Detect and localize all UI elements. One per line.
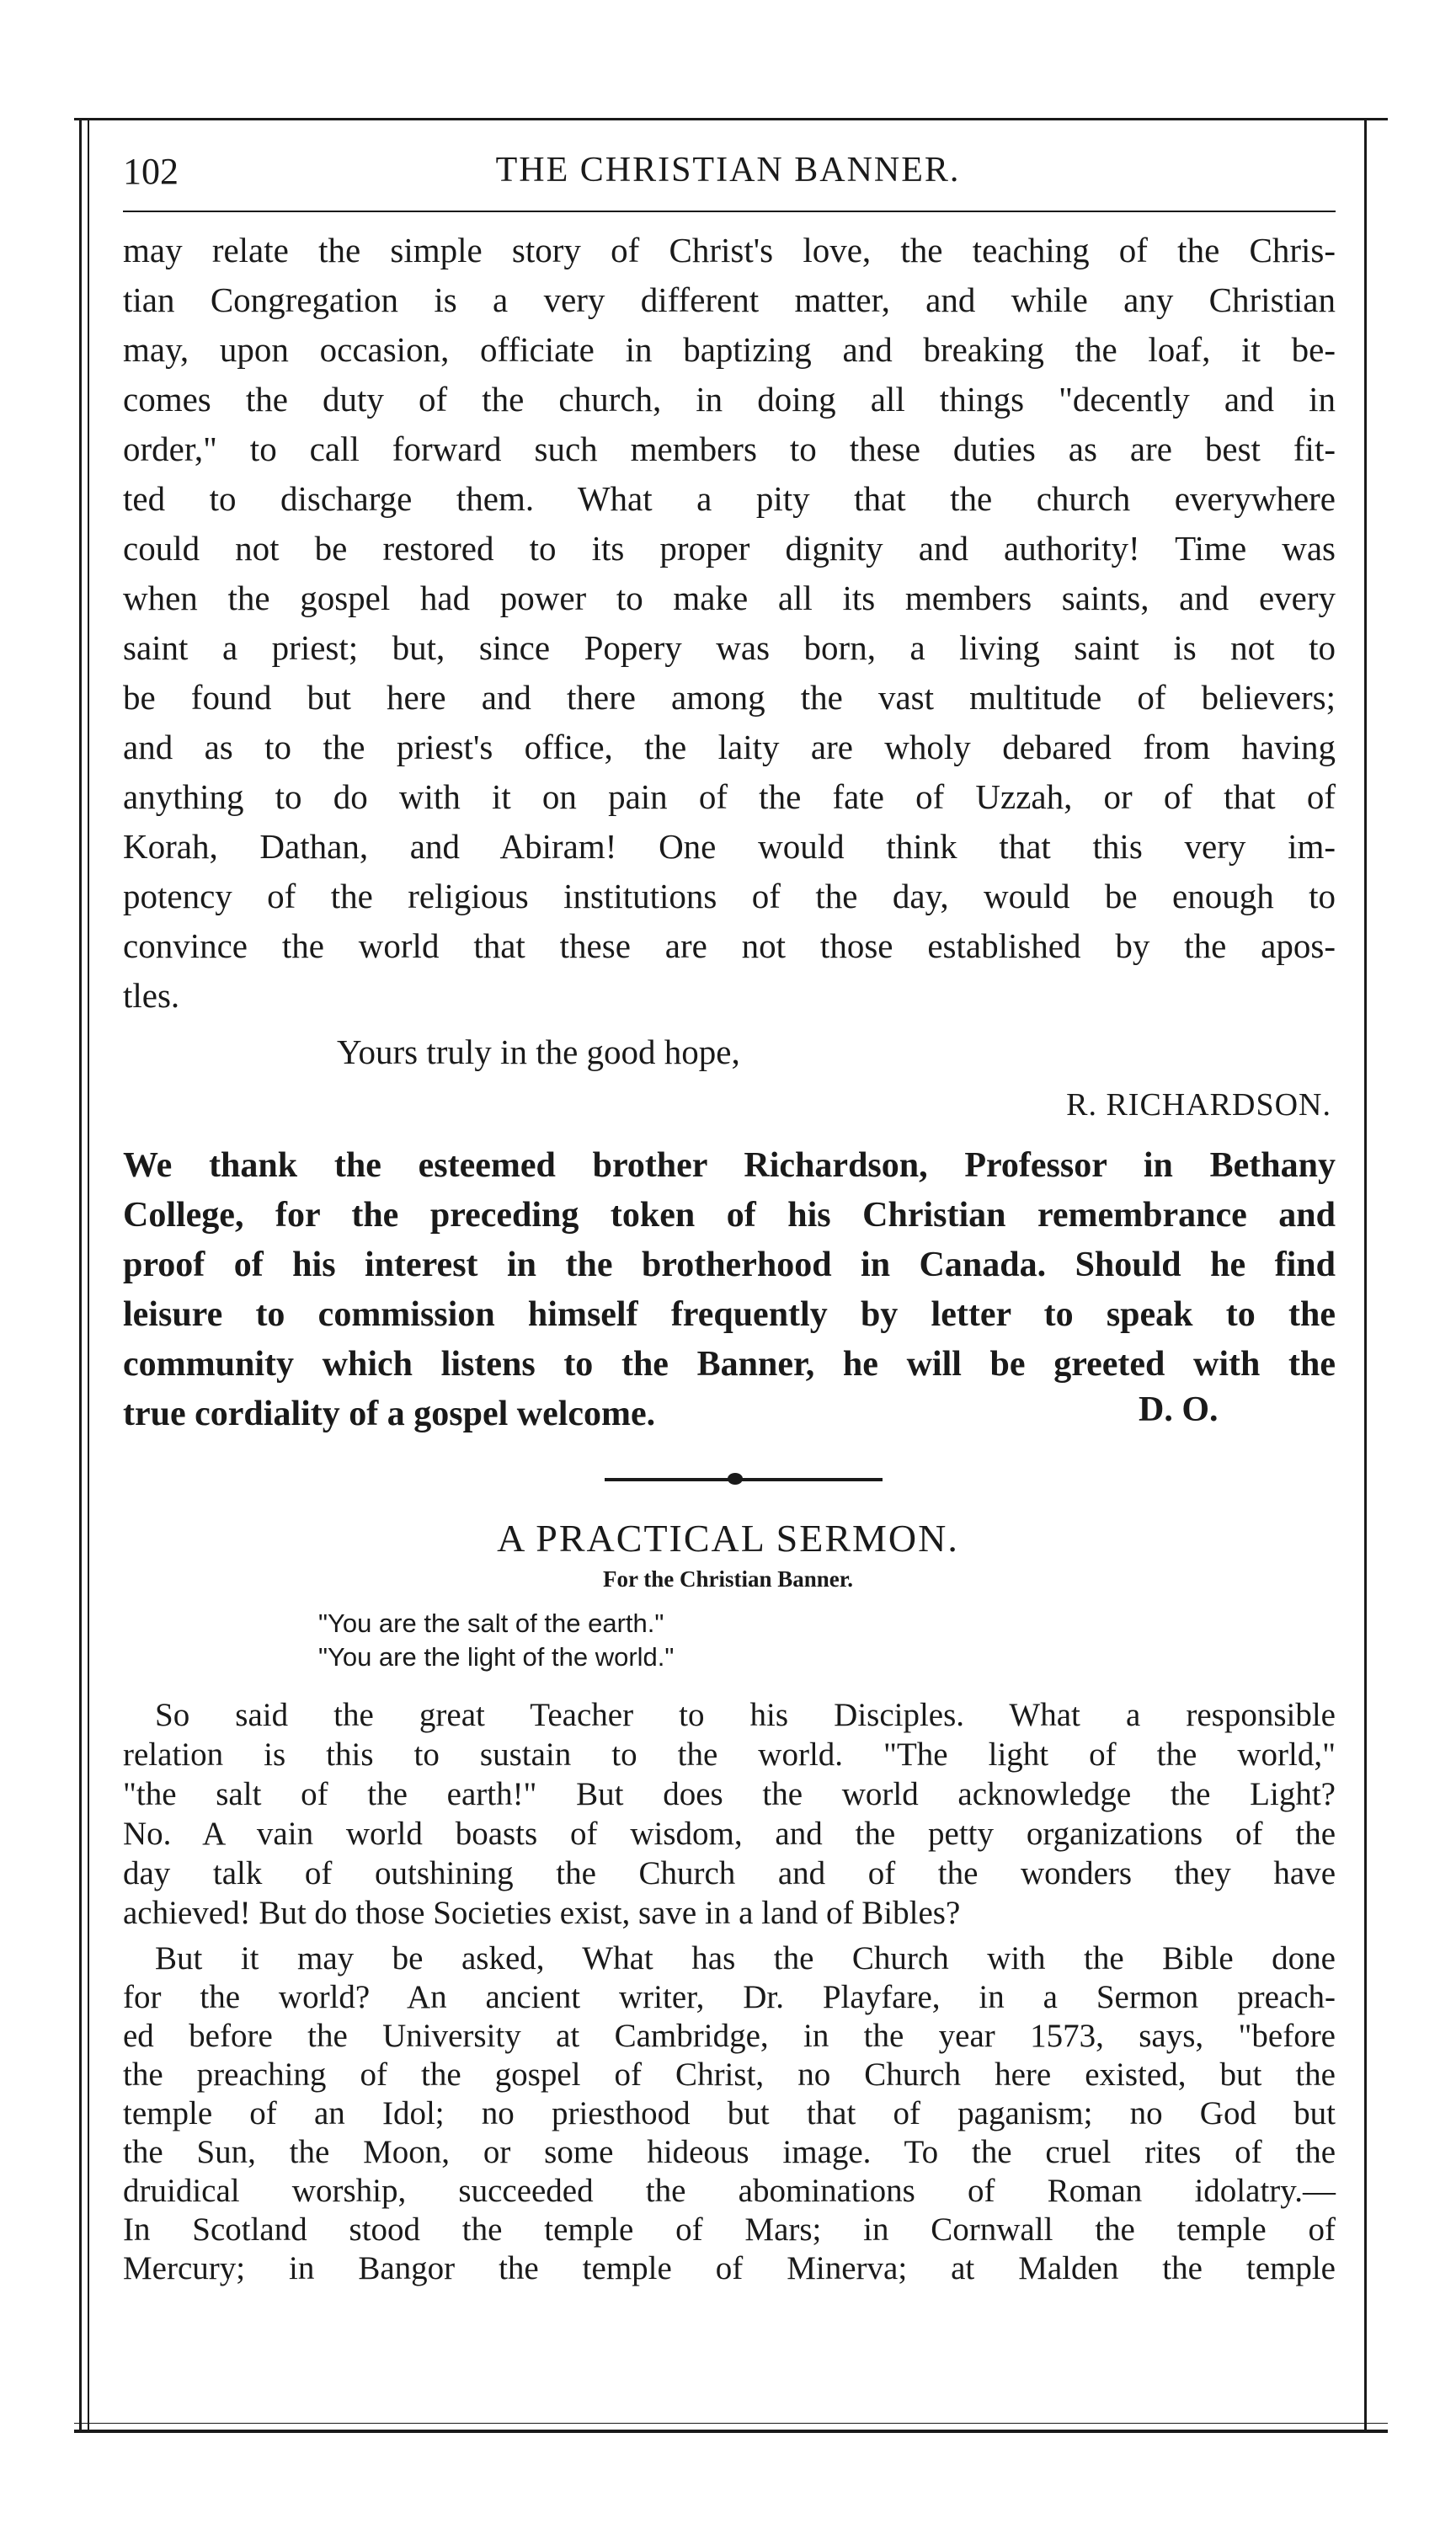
text-line: druidical worship, succeeded the abominations of Roman idolatry.— bbox=[123, 2173, 1336, 2209]
editor-signature: D. O. bbox=[1139, 1390, 1219, 1429]
header-underline bbox=[123, 211, 1336, 212]
text-line: comes the duty of the church, in doing all things "decently and in bbox=[123, 380, 1336, 419]
frame-bottom-rule-thin bbox=[74, 2423, 1388, 2424]
frame-left-rule bbox=[79, 118, 82, 2430]
text-line: tian Congregation is a very different matter, and while any Christian bbox=[123, 280, 1336, 319]
text-line: Korah, Dathan, and Abiram! One would think that this very im- bbox=[123, 827, 1336, 866]
text-line: be found but here and there among the vast multitude of believers; bbox=[123, 678, 1336, 717]
text-line: Mercury; in Bangor the temple of Minerva; at Malden the temple bbox=[123, 2250, 1336, 2286]
frame-bottom-rule bbox=[74, 2430, 1388, 2433]
text-line: may, upon occasion, officiate in baptizing and breaking the loaf, it be- bbox=[123, 330, 1336, 369]
text-line: proof of his interest in the brotherhood in Canada. Should he find bbox=[123, 1246, 1336, 1284]
text-line: So said the great Teacher to his Disciples. What a responsible bbox=[155, 1697, 1336, 1733]
text-line: In Scotland stood the temple of Mars; in Cornwall the temple of bbox=[123, 2211, 1336, 2248]
text-line: achieved! But do those Societies exist, save in a land of Bibles? bbox=[123, 1895, 961, 1931]
letter-body bbox=[123, 226, 1336, 1021]
text-line: the preaching of the gospel of Christ, no Church here existed, but the bbox=[123, 2057, 1336, 2093]
page-number: 102 bbox=[123, 151, 179, 192]
text-line: and as to the priest's office, the laity are wholy debared from having bbox=[123, 728, 1336, 766]
page-header-title: THE CHRISTIAN BANNER. bbox=[495, 151, 961, 189]
frame-right-rule bbox=[1364, 118, 1367, 2430]
text-line: temple of an Idol; no priesthood but that of paganism; no God but bbox=[123, 2095, 1336, 2131]
text-line: community which listens to the Banner, he will be greeted with the bbox=[123, 1345, 1336, 1384]
text-line: ed before the University at Cambridge, in the year 1573, says, "before bbox=[123, 2018, 1336, 2054]
text-line: for the world? An ancient writer, Dr. Playfare, in a Sermon preach- bbox=[123, 1979, 1336, 2015]
text-line: College, for the preceding token of his Christian remembrance and bbox=[123, 1196, 1336, 1235]
sermon-paragraph-2 bbox=[123, 1939, 1336, 2288]
text-line: anything to do with it on pain of the fate of Uzzah, or of that of bbox=[123, 777, 1336, 816]
divider-ornament-icon bbox=[728, 1473, 743, 1485]
text-line: day talk of outshining the Church and of the wonders they have bbox=[123, 1855, 1336, 1891]
text-line: saint a priest; but, since Popery was born, a living saint is not to bbox=[123, 628, 1336, 667]
sermon-epigraph-2: "You are the light of the world." bbox=[318, 1642, 675, 1672]
text-line: But it may be asked, What has the Church with the Bible done bbox=[155, 1940, 1336, 1977]
sermon-title: A PRACTICAL SERMON. bbox=[497, 1517, 959, 1560]
letter-signature: R. RICHARDSON. bbox=[1066, 1087, 1331, 1123]
frame-left-rule-inner bbox=[88, 118, 89, 2430]
sermon-paragraph-1 bbox=[123, 1695, 1336, 1933]
text-line: convince the world that these are not those established by the apos- bbox=[123, 926, 1336, 965]
sermon-epigraph-1: "You are the salt of the earth." bbox=[318, 1608, 664, 1638]
text-line: leisure to commission himself frequently by letter to speak to the bbox=[123, 1295, 1336, 1334]
frame-top-rule bbox=[74, 118, 1388, 120]
text-line: ted to discharge them. What a pity that the church everywhere bbox=[123, 479, 1336, 518]
text-line: may relate the simple story of Christ's love, the teaching of the Chris- bbox=[123, 231, 1336, 269]
text-line: tles. bbox=[123, 976, 180, 1015]
text-line: the Sun, the Moon, or some hideous image. To the cruel rites of the bbox=[123, 2134, 1336, 2170]
letter-closing: Yours truly in the good hope, bbox=[337, 1032, 740, 1071]
text-line: We thank the esteemed brother Richardson, Professor in Bethany bbox=[123, 1146, 1336, 1185]
text-line: could not be restored to its proper dignity and authority! Time was bbox=[123, 529, 1336, 568]
text-line: "the salt of the earth!" But does the world acknowledge the Light? bbox=[123, 1776, 1336, 1812]
text-line: No. A vain world boasts of wisdom, and the petty organizations of the bbox=[123, 1816, 1336, 1852]
text-line: order," to call forward such members to these duties as are best fit- bbox=[123, 429, 1336, 468]
sermon-subtitle: For the Christian Banner. bbox=[602, 1566, 854, 1592]
section-divider bbox=[605, 1478, 883, 1481]
text-line: when the gospel had power to make all its members saints, and every bbox=[123, 579, 1336, 617]
text-line: relation is this to sustain to the world. "The light of the world," bbox=[123, 1736, 1336, 1773]
text-line: potency of the religious institutions of the day, would be enough to bbox=[123, 877, 1336, 915]
text-line: true cordiality of a gospel welcome. bbox=[123, 1395, 656, 1433]
